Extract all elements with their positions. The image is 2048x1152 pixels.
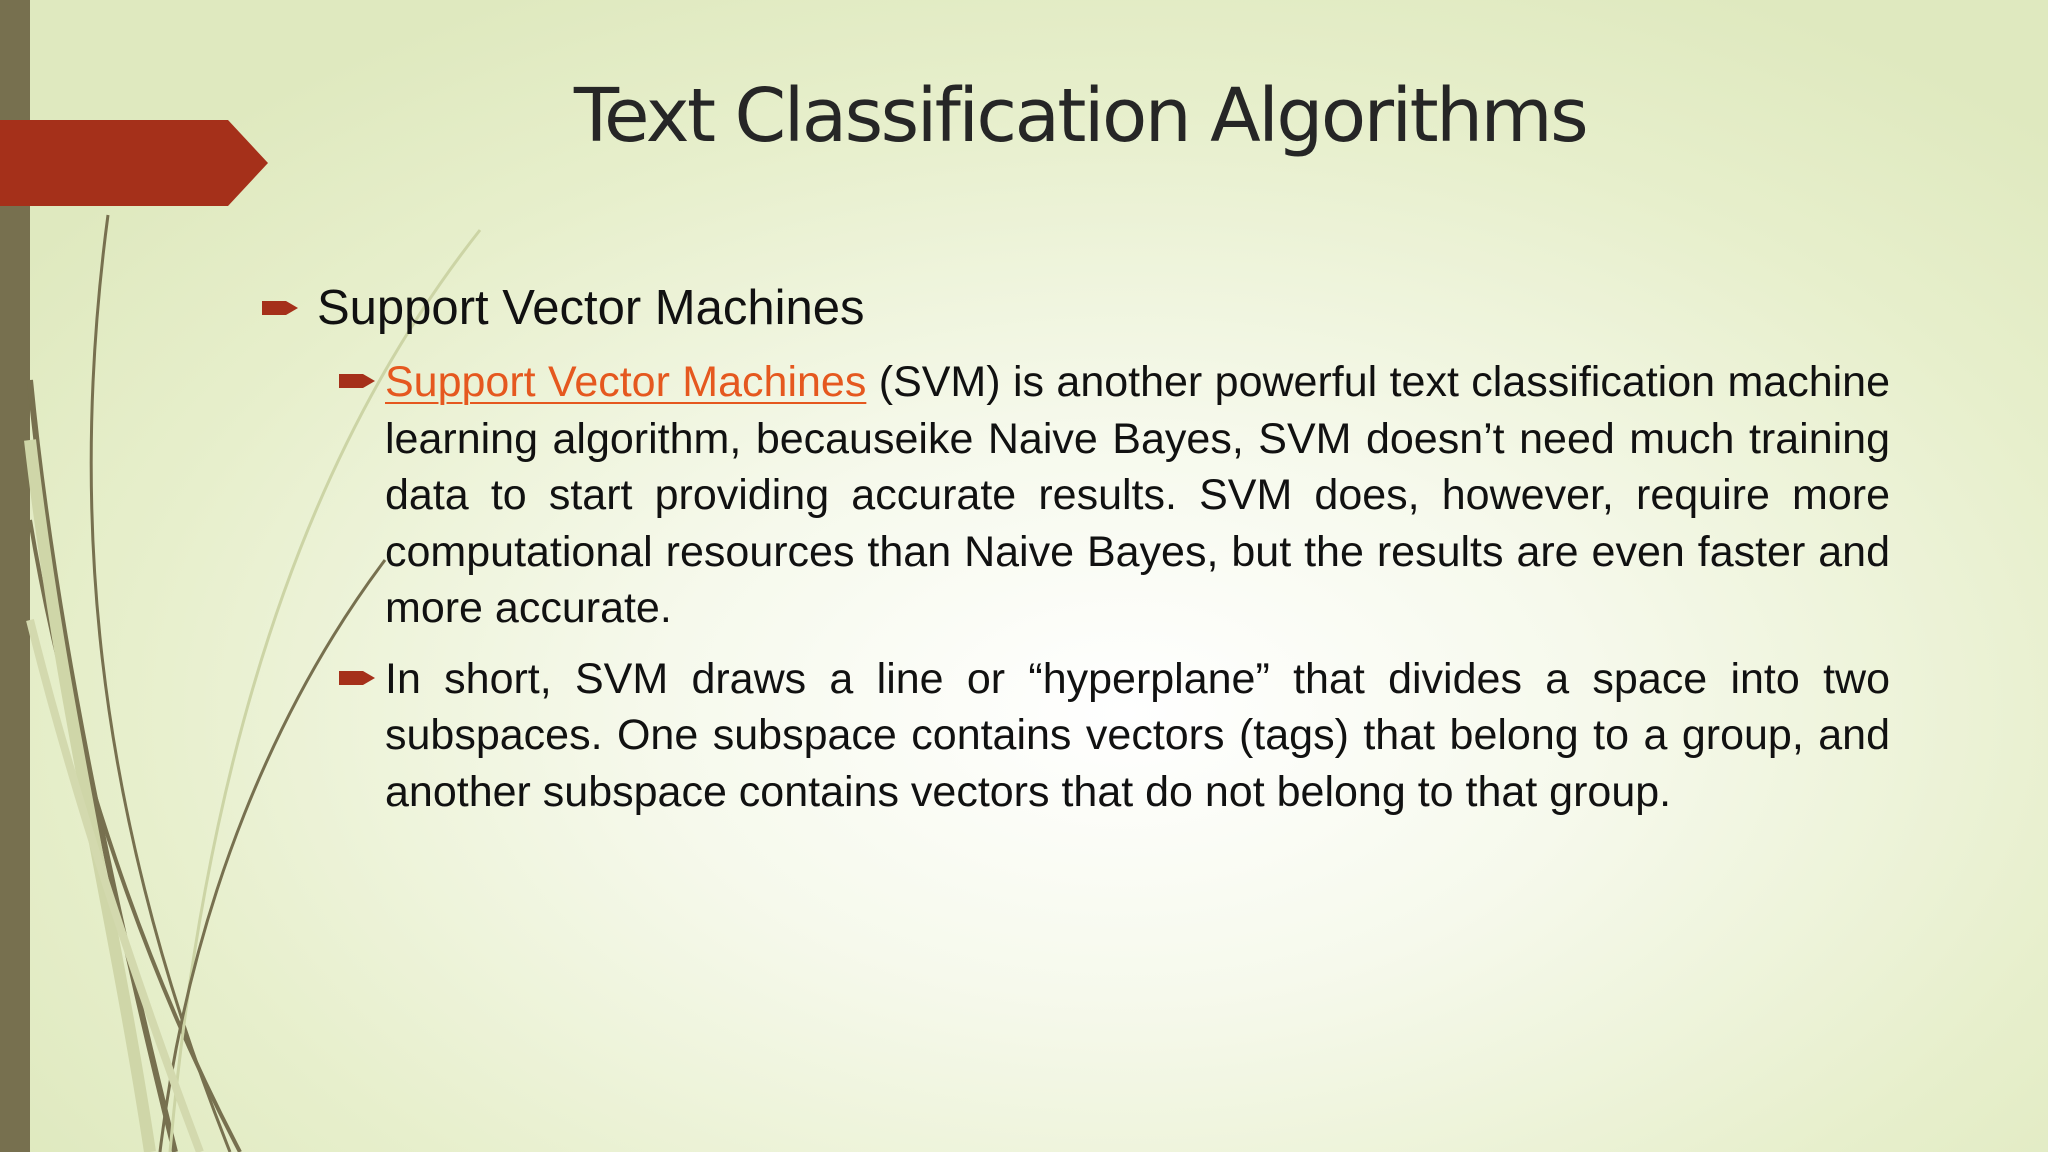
arrow-bullet-icon — [339, 370, 377, 392]
sub-bullet-item — [260, 354, 1890, 637]
title-accent-arrow — [0, 120, 270, 206]
svm-link[interactable]: Support Vector Machines — [385, 358, 867, 406]
bullet-text: Support Vector Machines — [317, 281, 865, 335]
sub-bullet-text: (SVM) is another powerful text classification machine learning algorithm, becauseike Naive Bayes, SVM doesn’t need much training data to start providing accurate results. SVM does, however, require more computational resources than Naive Bayes, but the results are even faster and more accurate. — [385, 358, 1890, 632]
arrow-bullet-icon — [339, 667, 377, 689]
slide-title: Text Classification Algorithms — [573, 73, 1587, 159]
bullet-item — [260, 272, 1890, 344]
sub-bullet-item — [260, 651, 1890, 821]
arrow-bullet-icon — [262, 297, 300, 319]
slide-content — [260, 272, 1890, 834]
sub-bullet-text: In short, SVM draws a line or “hyperplane” that divides a space into two subspaces. One subspace contains vectors (tags) that belong to a group, and another subspace contains vectors that do not belong to that group. — [385, 654, 1890, 816]
